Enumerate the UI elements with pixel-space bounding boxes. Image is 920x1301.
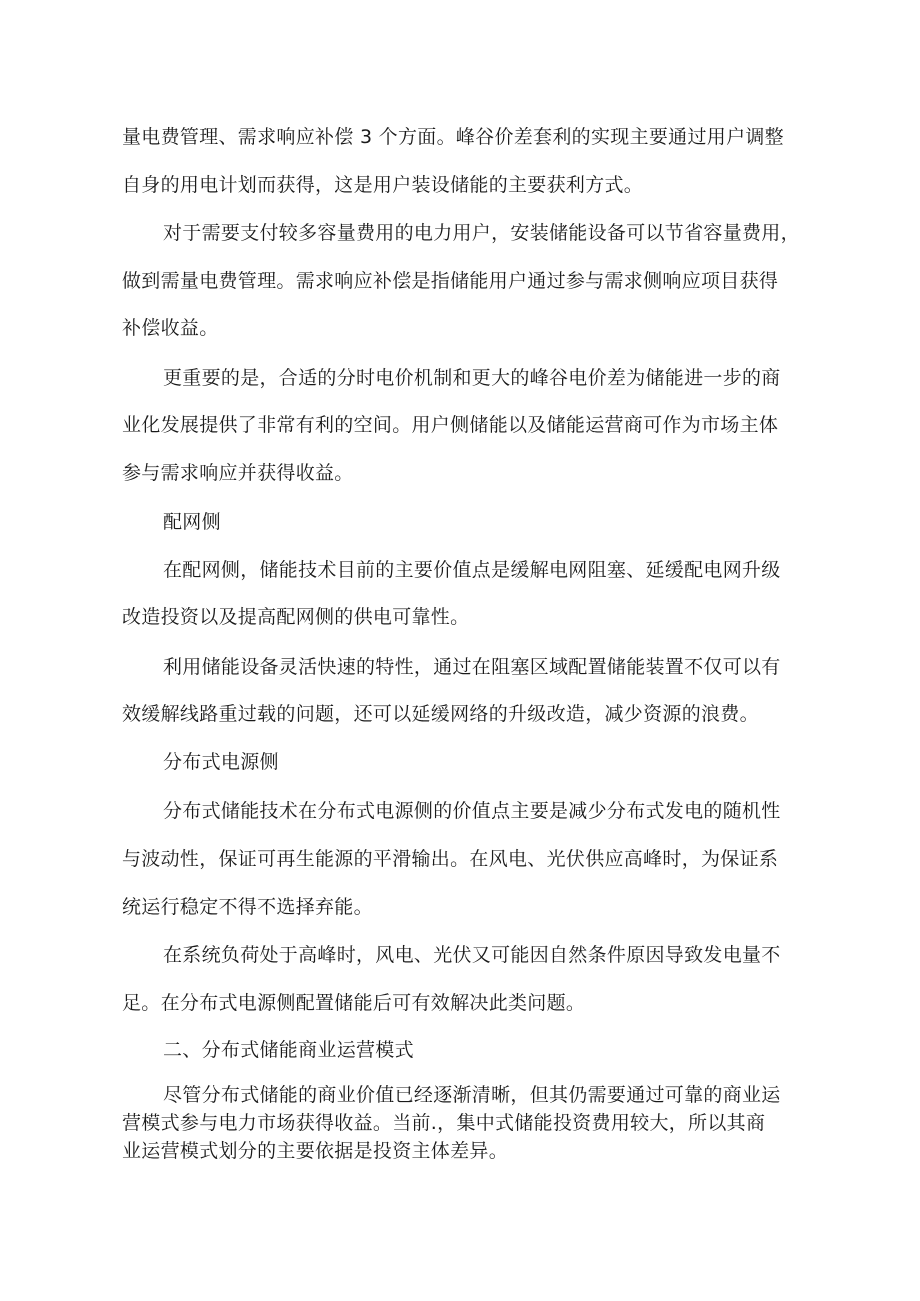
section-heading: 配网侧 <box>163 511 221 533</box>
paragraph-line: 营模式参与电力市场获得收益。当前.，集中式储能投资费用较大，所以其商 <box>122 1112 766 1134</box>
paragraph-line: 对于需要支付较多容量费用的电力用户，安装储能设备可以节省容量费用， <box>163 222 800 244</box>
section-heading: 分布式电源侧 <box>163 751 279 773</box>
paragraph-line: 补偿收益。 <box>122 317 219 339</box>
paragraph-line: 尽管分布式储能的商业价值已经逐渐清晰，但其仍需要通过可靠的商业运 <box>163 1084 781 1106</box>
paragraph-line: 业化发展提供了非常有利的空间。用户侧储能以及储能运营商可作为市场主体 <box>122 414 779 436</box>
paragraph-line: 统运行稳定不得不选择弃能。 <box>122 896 373 918</box>
paragraph-line: 在系统负荷处于高峰时，风电、光伏又可能因自然条件原因导致发电量不 <box>163 944 781 966</box>
paragraph-line: 做到需量电费管理。需求响应补偿是指储能用户通过参与需求侧响应项目获得 <box>122 270 779 292</box>
paragraph-line: 在配网侧，储能技术目前的主要价值点是缓解电网阻塞、延缓配电网升级 <box>163 559 781 581</box>
paragraph-line: 自身的用电计划而获得，这是用户装设储能的主要获利方式。 <box>122 174 644 196</box>
paragraph-line: 参与需求响应并获得收益。 <box>122 462 354 484</box>
paragraph-line: 业运营模式划分的主要依据是投资主体差异。 <box>122 1140 509 1162</box>
paragraph-line: 改造投资以及提高配网侧的供电可靠性。 <box>122 606 470 628</box>
section-heading: 二、分布式储能商业运营模式 <box>163 1039 414 1061</box>
paragraph-line: 利用储能设备灵活快速的特性，通过在阻塞区域配置储能装置不仅可以有 <box>163 656 781 678</box>
paragraph-line: 足。在分布式电源侧配置储能后可有效解决此类问题。 <box>122 992 586 1014</box>
paragraph-line: 与波动性，保证可再生能源的平滑输出。在风电、光伏供应高峰时，为保证系 <box>122 848 779 870</box>
paragraph-line: 更重要的是，合适的分时电价机制和更大的峰谷电价差为储能进一步的商 <box>163 367 781 389</box>
paragraph-line: 分布式储能技术在分布式电源侧的价值点主要是减少分布式发电的随机性 <box>163 800 781 822</box>
paragraph-line: 量电费管理、需求响应补偿 3 个方面。峰谷价差套利的实现主要通过用户调整 <box>122 126 784 148</box>
paragraph-line: 效缓解线路重过载的问题，还可以延缓网络的升级改造，减少资源的浪费。 <box>122 703 759 725</box>
